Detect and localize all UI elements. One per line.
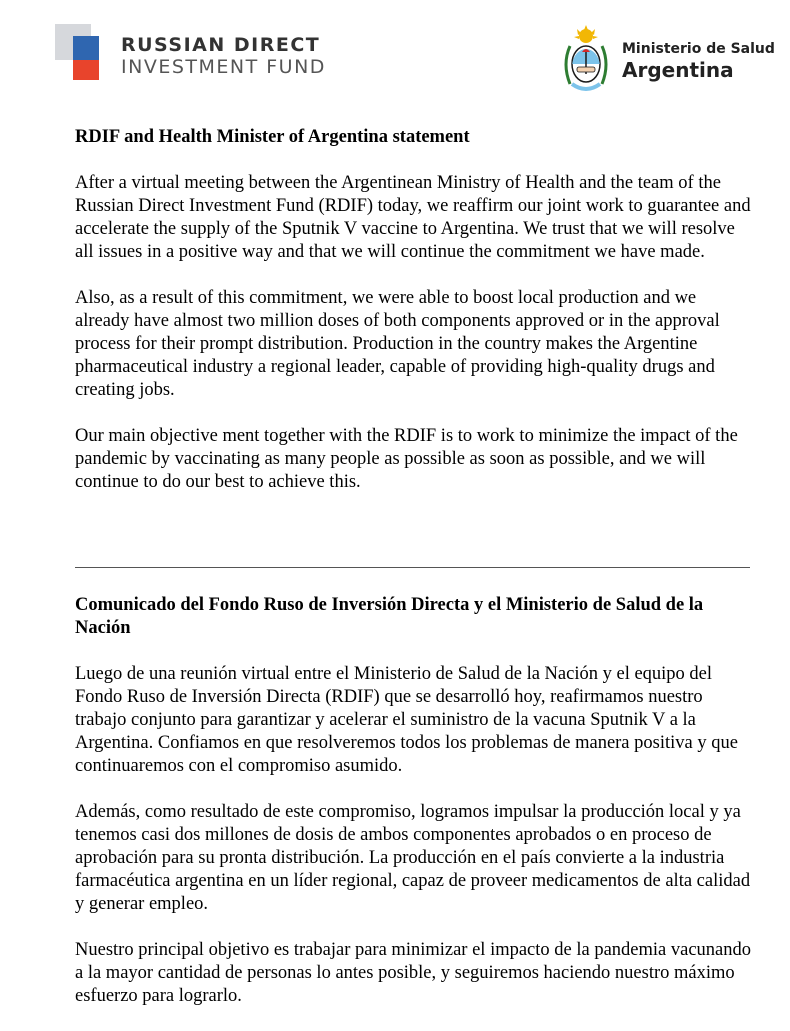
- rdif-logo: [55, 24, 345, 84]
- spanish-paragraph-1: Luego de una reunión virtual entre el Ministerio de Salud de la Nación y el equipo del Fondo Ruso de Inversión Directa (RDIF) que se desarrolló hoy, reafirmamos nuestro trabajo conjunto para garantizar y acelerar el suministro de la vacuna Sputnik V a la Argentina. Confiamos en que resolveremos todos los problemas de manera positiva y que continuaremos con el compromiso asumido.: [75, 664, 738, 776]
- ministry-logo-text: [622, 40, 775, 82]
- spanish-statement: [75, 594, 755, 1031]
- rdif-logo-mark-icon: [55, 24, 111, 80]
- section-divider: [75, 567, 750, 568]
- spanish-title: Comunicado del Fondo Ruso de Inversión Directa y el Ministerio de Salud de la Nación: [75, 595, 704, 638]
- rdif-logo-text: [121, 34, 326, 78]
- english-paragraph-2: Also, as a result of this commitment, we were able to boost local production and we already have almost two million doses of both components approved or in the approval process for their prompt distribution. Production in the country makes the Argentine pharmaceutical industry a regional leader, capable of providing high-quality drugs and creating jobs.: [75, 288, 720, 400]
- argentina-coat-of-arms-icon: [560, 24, 612, 96]
- spanish-paragraph-3: Nuestro principal objetivo es trabajar para minimizar el impacto de la pandemia vacunando a la mayor cantidad de personas lo antes posible, y seguiremos haciendo nuestro máximo esfuerzo para lograrlo.: [75, 940, 752, 1006]
- spanish-paragraph-2: Además, como resultado de este compromiso, logramos impulsar la producción local y ya tenemos casi dos millones de dosis de ambos componentes aprobados o en proceso de aprobación para su pronta distribución. La producción en el país convierte a la industria farmacéutica argentina en un líder regional, capaz de proveer medicamentos de alta calidad y generar empleo.: [75, 802, 751, 914]
- ministry-logo: [560, 24, 780, 100]
- rdif-logo-line1: RUSSIAN DIRECT: [121, 34, 321, 56]
- english-paragraph-3: Our main objective ment together with the RDIF is to work to minimize the impact of the pandemic by vaccinating as many people as possible as soon as possible, and we will continue to do our best to achieve this.: [75, 426, 738, 492]
- ministry-logo-line2: Argentina: [622, 58, 734, 82]
- ministry-logo-line1: Ministerio de Salud: [622, 41, 775, 57]
- document-header: [0, 0, 790, 110]
- rdif-logo-line2: INVESTMENT FUND: [121, 56, 326, 78]
- english-title: RDIF and Health Minister of Argentina statement: [75, 127, 470, 147]
- rdif-mark-blue-square: [73, 36, 99, 60]
- english-paragraph-1: After a virtual meeting between the Argentinean Ministry of Health and the team of the Russian Direct Investment Fund (RDIF) today, we reaffirm our joint work to guarantee and accelerate the supply of the Sputnik V vaccine to Argentina. We trust that we will resolve all issues in a positive way and that we will continue the commitment we have made.: [75, 173, 751, 262]
- english-statement: [75, 126, 755, 517]
- rdif-mark-red-square: [73, 60, 99, 80]
